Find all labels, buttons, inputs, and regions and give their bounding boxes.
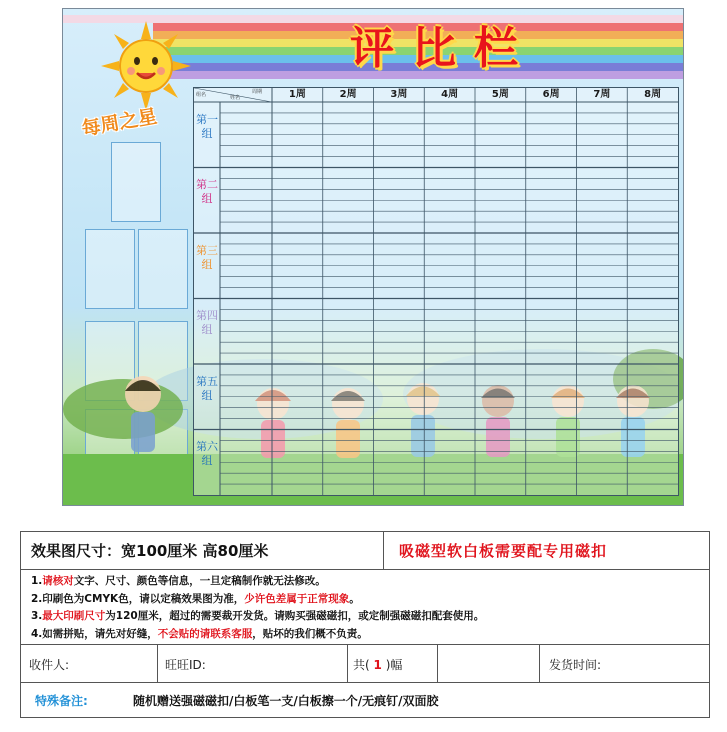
- note-text: 为120厘米，超过的需要裁开发货。请购买强磁磁扣，或定制强磁磁扣配套使用。: [105, 610, 485, 622]
- recipient-label: 收件人:: [29, 658, 70, 672]
- star-of-week-label: 每周之星: [80, 105, 159, 141]
- shipping-row: [21, 645, 709, 683]
- week-header: 1周: [288, 89, 306, 100]
- group-label: 第四组: [196, 309, 218, 337]
- corner-period-label: 周期: [252, 89, 263, 95]
- order-info-table: [20, 531, 710, 718]
- week-header: 8周: [644, 89, 662, 100]
- award-board: [62, 8, 684, 506]
- photo-slot: [85, 229, 135, 309]
- magnet-note: 吸磁型软白板需要配专用磁扣: [399, 542, 608, 560]
- copies-suffix: )幅: [385, 658, 403, 672]
- photo-slot: [138, 229, 188, 309]
- note-line: [31, 591, 360, 606]
- special-notes-items: 随机赠送强磁磁扣/白板笔一支/白板擦一个/无痕钉/双面胶: [133, 694, 439, 708]
- note-text: 3.: [31, 610, 43, 622]
- special-notes-label: 特殊备注:: [35, 694, 88, 708]
- divider: [539, 645, 540, 683]
- special-notes-row: [21, 683, 709, 717]
- note-text: ，贴坏的我们概不负责。: [252, 627, 368, 640]
- corner-name-label: 姓名: [230, 95, 241, 101]
- divider: [383, 532, 384, 570]
- notes-row: [21, 570, 709, 645]
- note-line: [31, 608, 484, 623]
- group-label: 第二组: [196, 178, 218, 206]
- note-highlight: 最大印刷尺寸: [42, 610, 106, 622]
- divider: [157, 645, 158, 683]
- board-title: 评比栏: [350, 23, 536, 74]
- group-label: 第五组: [196, 374, 218, 402]
- note-text: 2.印刷色为CMYK色，请以定稿效果图为准，: [31, 592, 245, 605]
- photo-slot: [111, 142, 161, 222]
- note-text: 4.如需拼贴，请先对好缝，: [31, 627, 158, 640]
- note-text: 1.: [31, 575, 43, 587]
- week-header: 6周: [542, 89, 560, 100]
- week-header: 3周: [390, 89, 408, 100]
- week-header: 2周: [339, 89, 357, 100]
- size-row: [21, 532, 709, 570]
- wangwang-label: 旺旺ID:: [165, 658, 206, 672]
- note-highlight: 请核对: [42, 575, 74, 587]
- score-grid: [193, 87, 679, 496]
- note-text: 。: [349, 592, 360, 605]
- note-text: 文字、尺寸、颜色等信息，一旦定稿制作就无法修改。: [73, 575, 326, 587]
- group-label: 第一组: [196, 112, 218, 140]
- divider: [347, 645, 348, 683]
- group-label: 第六组: [196, 440, 218, 468]
- copies-prefix: 共(: [353, 658, 370, 672]
- copies-value: 1: [373, 658, 382, 672]
- note-highlight: 少许色差属于正常现象: [244, 592, 350, 605]
- note-line: [31, 573, 326, 588]
- note-highlight: 不会贴的请联系客服: [157, 627, 253, 640]
- corner-group-label: 组名: [196, 92, 207, 98]
- group-label: 第三组: [196, 243, 218, 271]
- divider: [437, 645, 438, 683]
- week-header: 5周: [491, 89, 509, 100]
- size-label: 效果图尺寸：宽100厘米 高80厘米: [31, 542, 269, 560]
- ship-time-label: 发货时间:: [549, 658, 602, 672]
- week-header: 7周: [593, 89, 611, 100]
- note-line: [31, 626, 368, 641]
- week-header: 4周: [441, 89, 459, 100]
- grid-lines: [194, 88, 678, 495]
- copies-label: [353, 656, 402, 673]
